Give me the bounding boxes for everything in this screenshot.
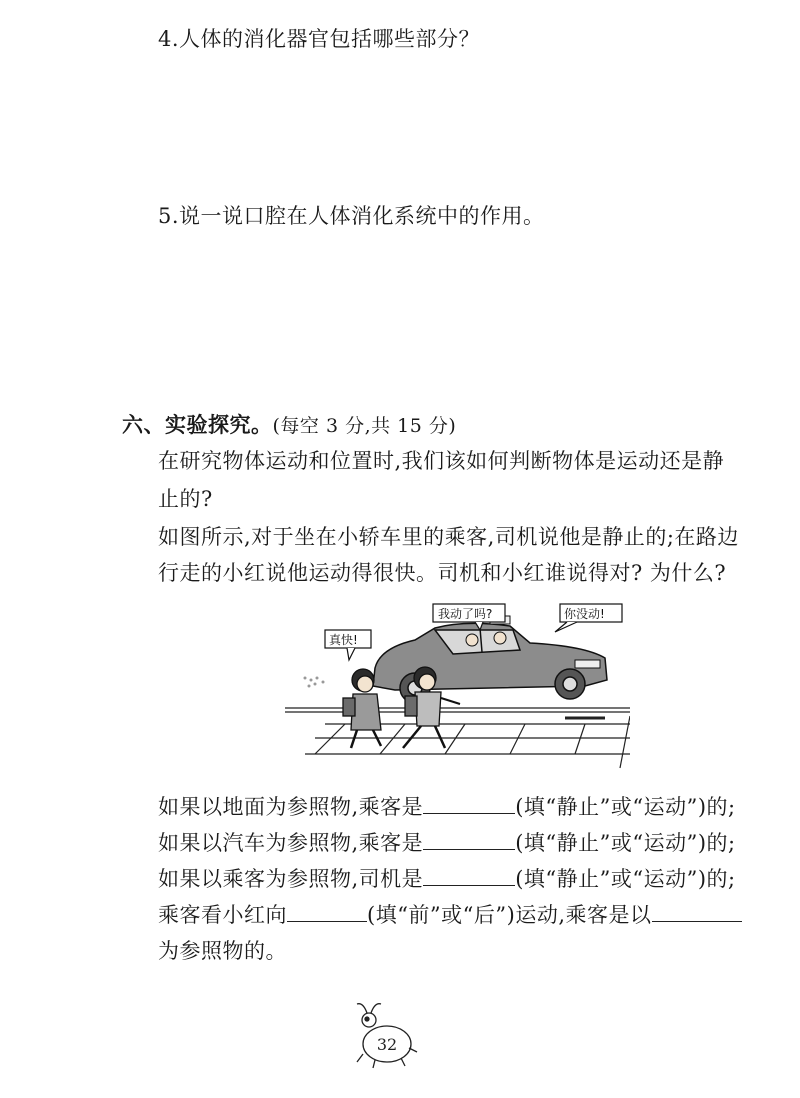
bubble-passenger-text: 我动了吗?: [438, 607, 493, 621]
fill-in-3-suffix: (填“静止”或“运动”)的;: [515, 867, 736, 891]
road-grid: [285, 708, 630, 768]
intro-line-1: 在研究物体运动和位置时,我们该如何判断物体是运动还是静: [158, 449, 725, 473]
fill-in-4: [158, 900, 742, 930]
fill-in-3-blank[interactable]: [423, 865, 515, 886]
car-and-children-illustration: [285, 598, 630, 776]
fill-in-4-blank-direction[interactable]: [287, 901, 367, 922]
fill-in-4-prefix: 乘客看小红向: [158, 903, 287, 927]
description-line-1: 如图所示,对于坐在小轿车里的乘客,司机说他是静止的;在路边: [158, 525, 739, 549]
fill-in-2: [158, 828, 736, 858]
section-6-heading: 六、实验探究。: [122, 413, 273, 437]
section-6-title: [122, 410, 456, 441]
fill-in-1: [158, 792, 736, 822]
bubble-driver-text: 你没动!: [564, 607, 605, 621]
car: [373, 616, 607, 703]
fill-in-1-suffix: (填“静止”或“运动”)的;: [515, 795, 736, 819]
fill-in-4-middle: (填“前”或“后”)运动,乘客是以: [367, 903, 652, 927]
question-4: 4.人体的消化器官包括哪些部分？: [158, 27, 481, 51]
fill-in-5: 为参照物的。: [158, 939, 287, 963]
fill-in-4-blank-reference[interactable]: [652, 901, 742, 922]
fill-in-3-prefix: 如果以乘客为参照物,司机是: [158, 867, 424, 891]
page-number-decoration: [345, 1000, 425, 1070]
motion-dots: [304, 677, 325, 688]
bubble-driver: [555, 604, 622, 632]
fill-in-2-suffix: (填“静止”或“运动”)的;: [515, 831, 736, 855]
description-line-2: 行走的小红说他运动得很快。司机和小红谁说得对? 为什么?: [158, 561, 727, 585]
question-5: 5.说一说口腔在人体消化系统中的作用。: [158, 204, 545, 228]
fill-in-1-blank[interactable]: [423, 793, 515, 814]
fill-in-1-prefix: 如果以地面为参照物,乘客是: [158, 795, 424, 819]
bubble-girl: [325, 630, 371, 660]
fill-in-2-prefix: 如果以汽车为参照物,乘客是: [158, 831, 424, 855]
bubble-girl-text: 真快!: [329, 633, 358, 647]
section-6-score: (每空 3 分,共 15 分): [272, 415, 457, 437]
page-number: 32: [376, 1035, 398, 1054]
fill-in-3: [158, 864, 736, 894]
fill-in-2-blank[interactable]: [423, 829, 515, 850]
intro-line-2: 止的?: [158, 487, 213, 511]
